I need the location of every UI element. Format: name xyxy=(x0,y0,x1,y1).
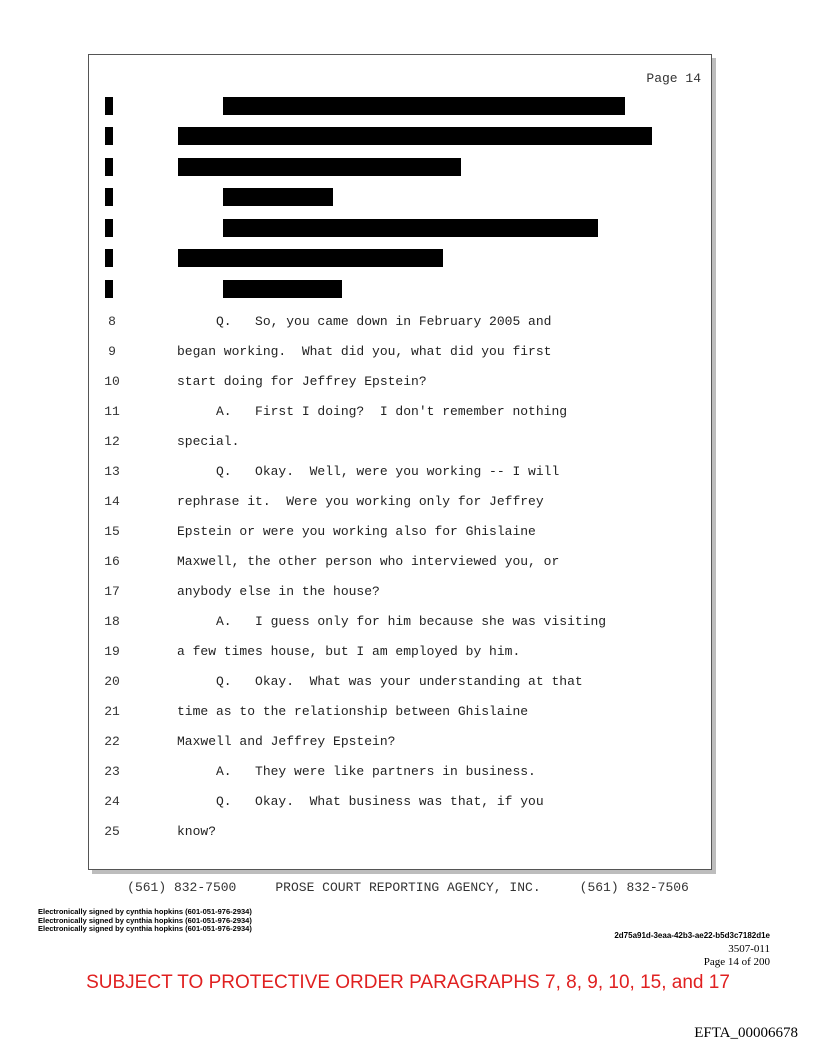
redaction-bar xyxy=(223,188,333,206)
line-number: 13 xyxy=(104,464,120,479)
transcript-line xyxy=(89,312,711,332)
document-number-block xyxy=(704,943,770,969)
line-number: 14 xyxy=(104,494,120,509)
line-number: 17 xyxy=(104,584,120,599)
redacted-line xyxy=(89,219,711,239)
line-text: anybody else in the house? xyxy=(177,584,380,599)
line-text: A. First I doing? I don't remember nothing xyxy=(177,404,568,419)
line-text: Q. Okay. What was your understanding at that xyxy=(177,674,583,689)
line-text: Q. So, you came down in February 2005 and xyxy=(177,314,552,329)
protective-order-notice: SUBJECT TO PROTECTIVE ORDER PARAGRAPHS 7, 8, 9, 10, 15, and 17 xyxy=(86,972,730,993)
document-hash: 2d75a91d-3eaa-42b3-ae22-b5d3c7182d1e xyxy=(614,931,770,940)
redacted-line xyxy=(89,127,711,147)
line-number: 19 xyxy=(104,644,120,659)
line-text: Q. Okay. Well, were you working -- I will xyxy=(177,464,560,479)
line-text: A. They were like partners in business. xyxy=(177,764,536,779)
redacted-line-number xyxy=(105,188,113,206)
redacted-line xyxy=(89,97,711,117)
signature-block xyxy=(38,908,252,934)
line-text: Maxwell, the other person who interviewed you, or xyxy=(177,554,560,569)
transcript-line xyxy=(89,492,711,512)
page-footer xyxy=(0,880,816,895)
page-label: Page 14 xyxy=(646,71,701,86)
line-number: 9 xyxy=(108,344,116,359)
line-number: 21 xyxy=(104,704,120,719)
bates-number: EFTA_00006678 xyxy=(694,1025,798,1041)
line-number: 24 xyxy=(104,794,120,809)
redacted-line-number xyxy=(105,249,113,267)
line-text: A. I guess only for him because she was visiting xyxy=(177,614,607,629)
transcript-line xyxy=(89,432,711,452)
redaction-bar xyxy=(223,219,598,237)
line-number: 25 xyxy=(104,824,120,839)
redaction-bar xyxy=(178,158,461,176)
line-number: 15 xyxy=(104,524,120,539)
redacted-line xyxy=(89,188,711,208)
transcript-line xyxy=(89,672,711,692)
footer-phone-left: (561) 832-7500 xyxy=(127,880,237,895)
line-number: 20 xyxy=(104,674,120,689)
line-text: Q. Okay. What business was that, if you xyxy=(177,794,544,809)
redacted-line-number xyxy=(105,158,113,176)
line-text: special. xyxy=(177,434,240,449)
transcript-line xyxy=(89,552,711,572)
line-number: 16 xyxy=(104,554,120,569)
line-number: 18 xyxy=(104,614,120,629)
line-number: 8 xyxy=(108,314,116,329)
line-number: 12 xyxy=(104,434,120,449)
redaction-bar xyxy=(223,97,625,115)
signature-line: Electronically signed by cynthia hopkins (601-051-976-2934) xyxy=(38,915,252,925)
redacted-line xyxy=(89,249,711,269)
transcript-line xyxy=(89,642,711,662)
redaction-bar xyxy=(223,280,342,298)
redacted-line-number xyxy=(105,219,113,237)
transcript-line xyxy=(89,612,711,632)
line-text: began working. What did you, what did you first xyxy=(177,344,552,359)
transcript-line xyxy=(89,822,711,842)
transcript-line xyxy=(89,402,711,422)
transcript-line xyxy=(89,372,711,392)
transcript-line xyxy=(89,462,711,482)
line-number: 11 xyxy=(104,404,120,419)
redacted-line-number xyxy=(105,127,113,145)
line-text: know? xyxy=(177,824,217,839)
line-text: start doing for Jeffrey Epstein? xyxy=(177,374,427,389)
transcript-line xyxy=(89,342,711,362)
line-number: 23 xyxy=(104,764,120,779)
redacted-line-number xyxy=(105,97,113,115)
redaction-bar xyxy=(178,249,443,267)
line-text: rephrase it. Were you working only for Jeffrey xyxy=(177,494,544,509)
line-text: a few times house, but I am employed by him. xyxy=(177,644,521,659)
footer-agency: PROSE COURT REPORTING AGENCY, INC. xyxy=(275,880,541,895)
redacted-line xyxy=(89,280,711,300)
transcript-line xyxy=(89,522,711,542)
footer-phone-right: (561) 832-7506 xyxy=(579,880,689,895)
transcript-line xyxy=(89,702,711,722)
line-text: time as to the relationship between Ghislaine xyxy=(177,704,529,719)
signature-line: Electronically signed by cynthia hopkins (601-051-976-2934) xyxy=(38,907,252,916)
transcript-line xyxy=(89,582,711,602)
line-text: Epstein or were you working also for Ghislaine xyxy=(177,524,536,539)
line-text: Maxwell and Jeffrey Epstein? xyxy=(177,734,396,749)
transcript-line xyxy=(89,762,711,782)
redaction-bar xyxy=(178,127,652,145)
transcript-line xyxy=(89,792,711,812)
exhibit-number: 3507-011 xyxy=(728,943,770,955)
signature-line: Electronically signed by cynthia hopkins (601-051-976-2934) xyxy=(38,924,252,933)
redacted-line-number xyxy=(105,280,113,298)
line-number: 22 xyxy=(104,734,120,749)
redacted-line xyxy=(89,158,711,178)
line-number: 10 xyxy=(104,374,120,389)
transcript-line xyxy=(89,732,711,752)
transcript-page xyxy=(88,54,712,870)
page-of-total: Page 14 of 200 xyxy=(703,956,770,968)
